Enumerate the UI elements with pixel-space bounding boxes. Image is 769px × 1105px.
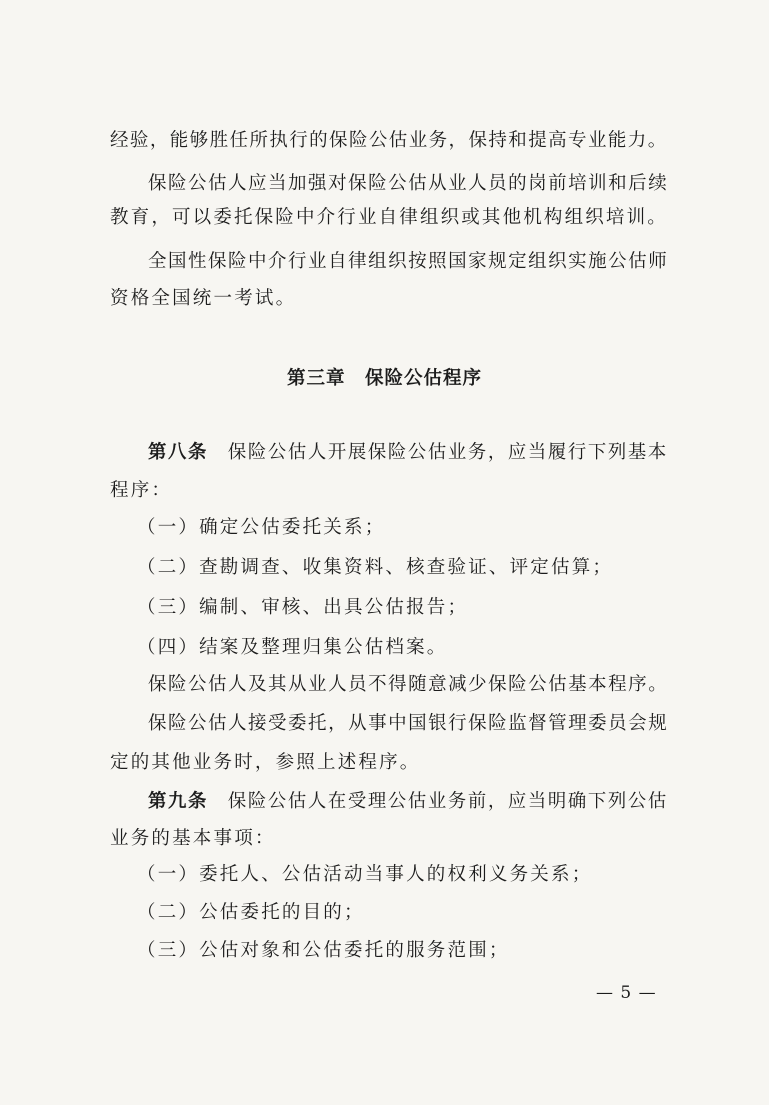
list-item: （三）公估对象和公估委托的服务范围； [137,940,510,961]
body-line: 保险公估人接受委托，从事中国银行保险监督管理委员会规 [148,713,669,734]
article-8-label: 第八条 [148,442,209,463]
list-item: （一）委托人、公估活动当事人的权利义务关系； [137,864,593,885]
body-line: 资格全国统一考试。 [110,288,297,309]
article-9-label: 第九条 [148,791,209,812]
body-line: 保险公估人及其从业人员不得随意减少保险公估基本程序。 [148,674,669,695]
body-line: 业务的基本事项： [110,828,276,849]
body-line: 保险公估人应当加强对保险公估从业人员的岗前培训和后续 [148,173,669,194]
body-line: 定的其他业务时，参照上述程序。 [110,752,421,773]
list-item: （二）查勘调查、收集资料、核查验证、评定估算； [137,557,614,578]
body-line: 教育，可以委托保险中介行业自律组织或其他机构组织培训。 [110,207,668,228]
body-line: 经验，能够胜任所执行的保险公估业务，保持和提高专业能力。 [110,130,668,151]
body-line: 全国性保险中介行业自律组织按照国家规定组织实施公估师 [148,251,669,272]
list-item: （四）结案及整理归集公估档案。 [137,637,448,658]
body-line: 程序： [110,480,173,501]
list-item: （二）公估委托的目的； [137,902,365,923]
list-item: （三）编制、审核、出具公估报告； [137,597,469,618]
page-number: — 5 — [596,983,657,1003]
article-8-line [148,441,668,465]
article-9-line [148,790,668,814]
article-8-text: 保险公估人开展保险公估业务，应当履行下列基本 [227,442,668,463]
chapter-heading: 第三章 保险公估程序 [286,368,482,389]
article-9-text: 保险公估人在受理公估业务前，应当明确下列公估 [227,791,668,812]
list-item: （一）确定公估委托关系； [137,517,386,538]
